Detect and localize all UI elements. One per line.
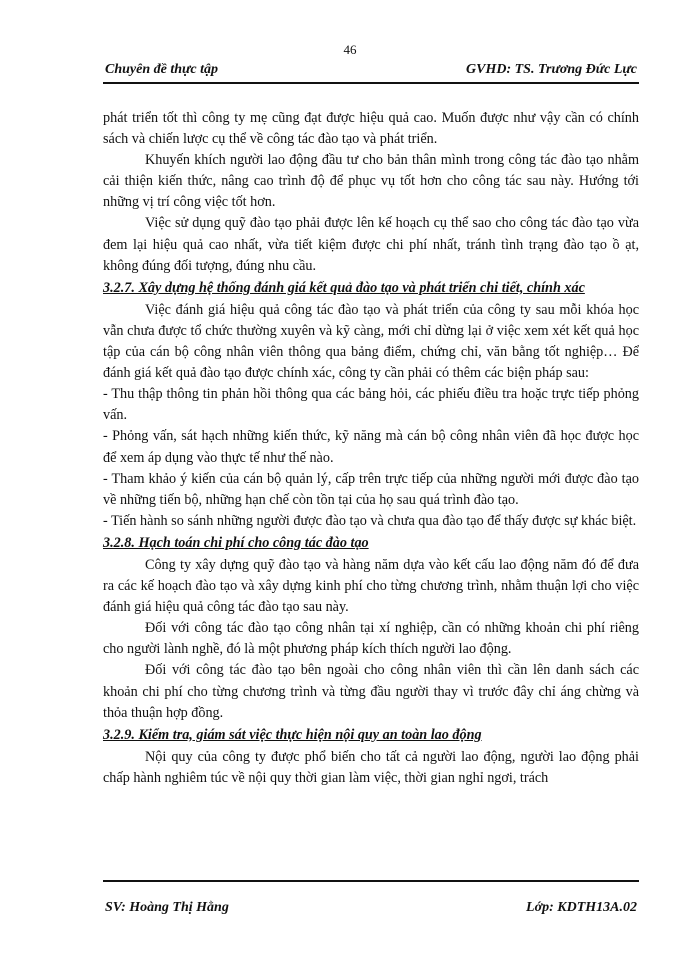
bullet-item: - Phỏng vấn, sát hạch những kiến thức, kỹ năng mà cán bộ công nhân viên đã học được học để xem áp dụng vào thực tế như thế nào. bbox=[103, 428, 639, 466]
header-supervisor: GVHD: TS. Trương Đức Lực bbox=[466, 62, 637, 77]
page-number: 46 bbox=[343, 42, 357, 57]
bullet-item: - Tiến hành so sánh những người được đào tạo và chưa qua đào tạo để thấy được sự khác biệt. bbox=[103, 512, 637, 529]
paragraph: phát triển tốt thì công ty mẹ cũng đạt được hiệu quả cao. Muốn được như vậy cần có chính sách và chiến lược cụ thể về công tác đào tạo và phát triển. bbox=[103, 110, 639, 148]
paragraph: Việc sử dụng quỹ đào tạo phải được lên kế hoạch cụ thể sao cho công tác đào tạo vừa đem lại hiệu quả cao nhất, vừa tiết kiệm được chi phí nhất, tránh tình trạng đào tạo ồ ạt, không đúng đối tượng, đúng nhu cầu. bbox=[103, 215, 639, 274]
section-heading-3-2-7: 3.2.7. Xây dựng hệ thống đánh giá kết quả đào tạo và phát triển chi tiết, chính xác bbox=[103, 279, 585, 296]
paragraph: Đối với công tác đào tạo công nhân tại xí nghiệp, cần có những khoản chi phí riêng cho người lành nghề, đó là một phương pháp kích thích người lao động. bbox=[103, 620, 639, 658]
footer-student: SV: Hoàng Thị Hằng bbox=[105, 900, 229, 915]
header-topic: Chuyên đề thực tập bbox=[105, 62, 219, 77]
paragraph: Đối với công tác đào tạo bên ngoài cho công nhân viên thì cần lên danh sách các khoản chi phí cho từng chương trình và từng đầu người thay vì trước đây chỉ áng chừng và thỏa thuận hợp đồng. bbox=[103, 662, 639, 721]
footer-class: Lớp: KDTH13A.02 bbox=[526, 900, 637, 915]
paragraph: Việc đánh giá hiệu quả công tác đào tạo và phát triển của công ty sau mỗi khóa học vẫn chưa được tổ chức thường xuyên và kỹ càng, mới chỉ dừng lại ở việc xem xét kết quả học tập của cán bộ công nhân viên thông qua bảng điểm, chứng chỉ, văn bằng tốt nghiệp… Để đánh giá kết quả đào tạo được chính xác, công ty cần phải có thêm các biện pháp sau: bbox=[103, 301, 639, 382]
paragraph: Nội quy của công ty được phổ biến cho tất cả người lao động, người lao động phải chấp hành nghiêm túc về nội quy thời gian làm việc, thời gian nghỉ ngơi, trách bbox=[103, 748, 639, 786]
paragraph: Công ty xây dựng quỹ đào tạo và hàng năm dựa vào kết cấu lao động năm đó để đưa ra các kế hoạch đào tạo và xây dựng kinh phí cho từng chương trình, nhằm thuận lợi cho việc đánh giá hiệu quả công tác đào tạo sau này. bbox=[103, 556, 639, 616]
document-body bbox=[103, 108, 639, 789]
page-header bbox=[103, 60, 639, 84]
page-footer bbox=[103, 880, 639, 915]
section-heading-3-2-8: 3.2.8. Hạch toán chi phí cho công tác đào tạo bbox=[103, 534, 369, 551]
bullet-item: - Tham khảo ý kiến của cán bộ quản lý, cấp trên trực tiếp của những người mới được đào tạo về những tiến bộ, những hạn chế còn tồn tại của họ sau quá trình đào tạo. bbox=[103, 470, 639, 508]
section-heading-3-2-9: 3.2.9. Kiểm tra, giám sát việc thực hiện nội quy an toàn lao động bbox=[103, 726, 482, 743]
paragraph: Khuyến khích người lao động đầu tư cho bản thân mình trong công tác đào tạo nhằm cải thiện kiến thức, nâng cao trình độ để phục vụ tốt hơn cho công tác sau này. Hướng tới những vị trí công việc tốt hơn. bbox=[103, 152, 639, 211]
bullet-item: - Thu thập thông tin phản hồi thông qua các bảng hỏi, các phiếu điều tra hoặc trực tiếp phỏng vấn. bbox=[103, 386, 639, 424]
